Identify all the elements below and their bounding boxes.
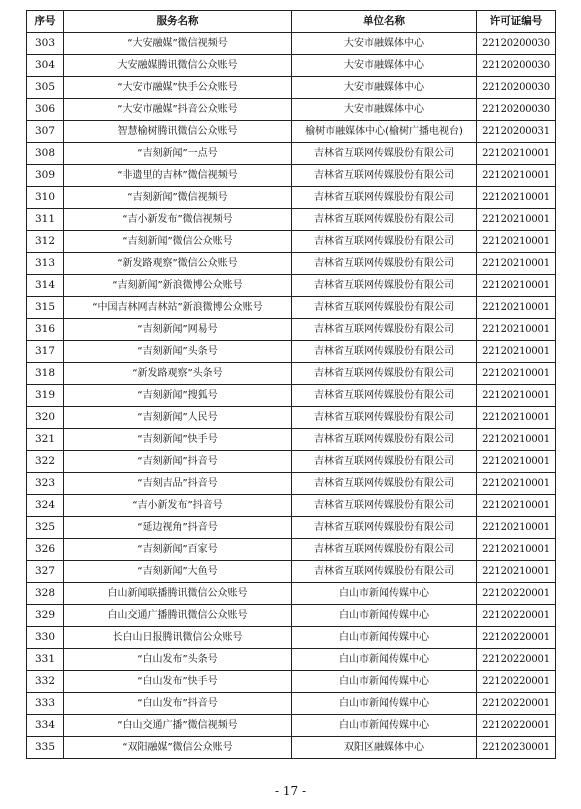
- cell-unit-name: 吉林省互联网传媒股份有限公司: [292, 407, 477, 429]
- cell-license-number: 22120220001: [477, 671, 556, 693]
- cell-service-name: “吉刻新闻”新浪微博公众账号: [64, 275, 292, 297]
- cell-service-name: “大安市融媒”快手公众账号: [64, 77, 292, 99]
- cell-unit-name: 吉林省互联网传媒股份有限公司: [292, 495, 477, 517]
- cell-unit-name: 吉林省互联网传媒股份有限公司: [292, 297, 477, 319]
- cell-license-number: 22120200030: [477, 99, 556, 121]
- cell-license-number: 22120210001: [477, 341, 556, 363]
- table-row: [27, 385, 556, 407]
- cell-service-name: “大安融媒”微信视频号: [64, 33, 292, 55]
- header-index: 序号: [27, 11, 64, 33]
- cell-unit-name: 吉林省互联网传媒股份有限公司: [292, 319, 477, 341]
- cell-index: 326: [27, 539, 64, 561]
- cell-license-number: 22120210001: [477, 319, 556, 341]
- table-body: [27, 33, 556, 759]
- table-row: [27, 165, 556, 187]
- cell-index: 330: [27, 627, 64, 649]
- cell-index: 321: [27, 429, 64, 451]
- cell-unit-name: 吉林省互联网传媒股份有限公司: [292, 253, 477, 275]
- cell-license-number: 22120220001: [477, 693, 556, 715]
- cell-service-name: “吉小新发布”微信视频号: [64, 209, 292, 231]
- table-row: [27, 143, 556, 165]
- cell-unit-name: 吉林省互联网传媒股份有限公司: [292, 341, 477, 363]
- cell-unit-name: 吉林省互联网传媒股份有限公司: [292, 517, 477, 539]
- cell-unit-name: 吉林省互联网传媒股份有限公司: [292, 429, 477, 451]
- cell-license-number: 22120200031: [477, 121, 556, 143]
- cell-service-name: “吉刻新闻”人民号: [64, 407, 292, 429]
- table-row: [27, 231, 556, 253]
- cell-index: 324: [27, 495, 64, 517]
- table-row: [27, 407, 556, 429]
- table-row: [27, 539, 556, 561]
- cell-index: 315: [27, 297, 64, 319]
- cell-unit-name: 吉林省互联网传媒股份有限公司: [292, 539, 477, 561]
- cell-service-name: “非遗里的吉林”微信视频号: [64, 165, 292, 187]
- cell-license-number: 22120210001: [477, 451, 556, 473]
- cell-index: 333: [27, 693, 64, 715]
- table-row: [27, 55, 556, 77]
- cell-license-number: 22120210001: [477, 495, 556, 517]
- cell-index: 323: [27, 473, 64, 495]
- cell-license-number: 22120210001: [477, 407, 556, 429]
- cell-service-name: “延边视角”抖音号: [64, 517, 292, 539]
- table-row: [27, 693, 556, 715]
- cell-license-number: 22120200030: [477, 33, 556, 55]
- table-row: [27, 253, 556, 275]
- table-row: [27, 473, 556, 495]
- cell-unit-name: 吉林省互联网传媒股份有限公司: [292, 209, 477, 231]
- cell-index: 335: [27, 737, 64, 759]
- table-row: [27, 517, 556, 539]
- table-row: [27, 495, 556, 517]
- cell-service-name: “新发路观察”微信公众账号: [64, 253, 292, 275]
- cell-service-name: “吉刻新闻”大鱼号: [64, 561, 292, 583]
- cell-unit-name: 双阳区融媒体中心: [292, 737, 477, 759]
- cell-license-number: 22120210001: [477, 429, 556, 451]
- cell-unit-name: 大安市融媒体中心: [292, 99, 477, 121]
- cell-index: 331: [27, 649, 64, 671]
- cell-service-name: “大安市融媒”抖音公众账号: [64, 99, 292, 121]
- cell-unit-name: 白山市新闻传媒中心: [292, 649, 477, 671]
- cell-service-name: “白山发布”抖音号: [64, 693, 292, 715]
- cell-unit-name: 大安市融媒体中心: [292, 55, 477, 77]
- cell-index: 311: [27, 209, 64, 231]
- cell-license-number: 22120210001: [477, 209, 556, 231]
- cell-service-name: “吉刻新闻”微信视频号: [64, 187, 292, 209]
- cell-index: 329: [27, 605, 64, 627]
- cell-index: 305: [27, 77, 64, 99]
- cell-unit-name: 吉林省互联网传媒股份有限公司: [292, 561, 477, 583]
- cell-unit-name: 大安市融媒体中心: [292, 33, 477, 55]
- cell-unit-name: 榆树市融媒体中心(榆树广播电视台): [292, 121, 477, 143]
- cell-unit-name: 白山市新闻传媒中心: [292, 583, 477, 605]
- cell-index: 308: [27, 143, 64, 165]
- cell-service-name: “吉刻新闻”一点号: [64, 143, 292, 165]
- cell-service-name: “双阳融媒”微信公众账号: [64, 737, 292, 759]
- cell-index: 319: [27, 385, 64, 407]
- cell-index: 309: [27, 165, 64, 187]
- cell-index: 304: [27, 55, 64, 77]
- header-license-number: 许可证编号: [477, 11, 556, 33]
- cell-license-number: 22120210001: [477, 143, 556, 165]
- cell-service-name: “吉刻新闻”搜狐号: [64, 385, 292, 407]
- table-row: [27, 429, 556, 451]
- cell-index: 328: [27, 583, 64, 605]
- table-row: [27, 33, 556, 55]
- table-row: [27, 715, 556, 737]
- cell-license-number: 22120210001: [477, 473, 556, 495]
- cell-license-number: 22120210001: [477, 165, 556, 187]
- table-row: [27, 561, 556, 583]
- cell-license-number: 22120200030: [477, 55, 556, 77]
- cell-license-number: 22120220001: [477, 627, 556, 649]
- cell-index: 334: [27, 715, 64, 737]
- cell-service-name: “中国吉林网吉林站”新浪微博公众账号: [64, 297, 292, 319]
- cell-unit-name: 吉林省互联网传媒股份有限公司: [292, 143, 477, 165]
- header-unit-name: 单位名称: [292, 11, 477, 33]
- cell-license-number: 22120230001: [477, 737, 556, 759]
- cell-index: 322: [27, 451, 64, 473]
- cell-service-name: 白山交通广播腾讯微信公众账号: [64, 605, 292, 627]
- cell-license-number: 22120210001: [477, 385, 556, 407]
- cell-unit-name: 白山市新闻传媒中心: [292, 715, 477, 737]
- table-row: [27, 451, 556, 473]
- cell-service-name: “吉刻新闻”头条号: [64, 341, 292, 363]
- table-row: [27, 209, 556, 231]
- cell-service-name: “吉刻新闻”微信公众账号: [64, 231, 292, 253]
- cell-index: 332: [27, 671, 64, 693]
- cell-unit-name: 吉林省互联网传媒股份有限公司: [292, 165, 477, 187]
- cell-index: 307: [27, 121, 64, 143]
- table-row: [27, 121, 556, 143]
- license-table: [26, 10, 556, 759]
- table-row: [27, 583, 556, 605]
- cell-unit-name: 吉林省互联网传媒股份有限公司: [292, 187, 477, 209]
- table-row: [27, 649, 556, 671]
- cell-service-name: 长白山日报腾讯微信公众账号: [64, 627, 292, 649]
- cell-license-number: 22120220001: [477, 583, 556, 605]
- table-row: [27, 671, 556, 693]
- page-number: - 17 -: [274, 784, 306, 798]
- cell-index: 320: [27, 407, 64, 429]
- cell-license-number: 22120210001: [477, 539, 556, 561]
- cell-license-number: 22120210001: [477, 561, 556, 583]
- table-row: [27, 363, 556, 385]
- table-row: [27, 605, 556, 627]
- cell-service-name: “白山交通广播”微信视频号: [64, 715, 292, 737]
- cell-unit-name: 吉林省互联网传媒股份有限公司: [292, 231, 477, 253]
- table-row: [27, 341, 556, 363]
- table-row: [27, 737, 556, 759]
- cell-license-number: 22120210001: [477, 517, 556, 539]
- table-row: [27, 77, 556, 99]
- cell-index: 318: [27, 363, 64, 385]
- cell-unit-name: 白山市新闻传媒中心: [292, 605, 477, 627]
- cell-license-number: 22120210001: [477, 275, 556, 297]
- cell-license-number: 22120220001: [477, 605, 556, 627]
- cell-unit-name: 白山市新闻传媒中心: [292, 671, 477, 693]
- cell-license-number: 22120210001: [477, 363, 556, 385]
- cell-license-number: 22120200030: [477, 77, 556, 99]
- cell-index: 316: [27, 319, 64, 341]
- table-row: [27, 99, 556, 121]
- cell-license-number: 22120210001: [477, 231, 556, 253]
- cell-service-name: “白山发布”头条号: [64, 649, 292, 671]
- cell-service-name: “吉刻新闻”快手号: [64, 429, 292, 451]
- cell-index: 303: [27, 33, 64, 55]
- cell-index: 325: [27, 517, 64, 539]
- cell-index: 313: [27, 253, 64, 275]
- table-row: [27, 627, 556, 649]
- table-row: [27, 275, 556, 297]
- cell-unit-name: 白山市新闻传媒中心: [292, 627, 477, 649]
- cell-service-name: “吉刻新闻”抖音号: [64, 451, 292, 473]
- cell-index: 312: [27, 231, 64, 253]
- cell-service-name: “白山发布”快手号: [64, 671, 292, 693]
- table-row: [27, 319, 556, 341]
- cell-unit-name: 吉林省互联网传媒股份有限公司: [292, 363, 477, 385]
- cell-service-name: “吉刻吉品”抖音号: [64, 473, 292, 495]
- table-row: [27, 187, 556, 209]
- cell-unit-name: 吉林省互联网传媒股份有限公司: [292, 385, 477, 407]
- cell-license-number: 22120210001: [477, 297, 556, 319]
- cell-license-number: 22120220001: [477, 649, 556, 671]
- cell-license-number: 22120210001: [477, 253, 556, 275]
- cell-service-name: “吉刻新闻”百家号: [64, 539, 292, 561]
- cell-unit-name: 大安市融媒体中心: [292, 77, 477, 99]
- header-service-name: 服务名称: [64, 11, 292, 33]
- cell-index: 317: [27, 341, 64, 363]
- cell-index: 310: [27, 187, 64, 209]
- cell-index: 314: [27, 275, 64, 297]
- cell-service-name: “吉刻新闻”网易号: [64, 319, 292, 341]
- cell-index: 306: [27, 99, 64, 121]
- cell-unit-name: 吉林省互联网传媒股份有限公司: [292, 473, 477, 495]
- table-header-row: [27, 11, 556, 33]
- cell-unit-name: 白山市新闻传媒中心: [292, 693, 477, 715]
- cell-index: 327: [27, 561, 64, 583]
- table-row: [27, 297, 556, 319]
- cell-unit-name: 吉林省互联网传媒股份有限公司: [292, 451, 477, 473]
- cell-license-number: 22120210001: [477, 187, 556, 209]
- cell-service-name: 智慧榆树腾讯微信公众账号: [64, 121, 292, 143]
- cell-service-name: 大安融媒腾讯微信公众账号: [64, 55, 292, 77]
- cell-service-name: “吉小新发布”抖音号: [64, 495, 292, 517]
- cell-service-name: 白山新闻联播腾讯微信公众账号: [64, 583, 292, 605]
- cell-license-number: 22120220001: [477, 715, 556, 737]
- cell-unit-name: 吉林省互联网传媒股份有限公司: [292, 275, 477, 297]
- cell-service-name: “新发路观察”头条号: [64, 363, 292, 385]
